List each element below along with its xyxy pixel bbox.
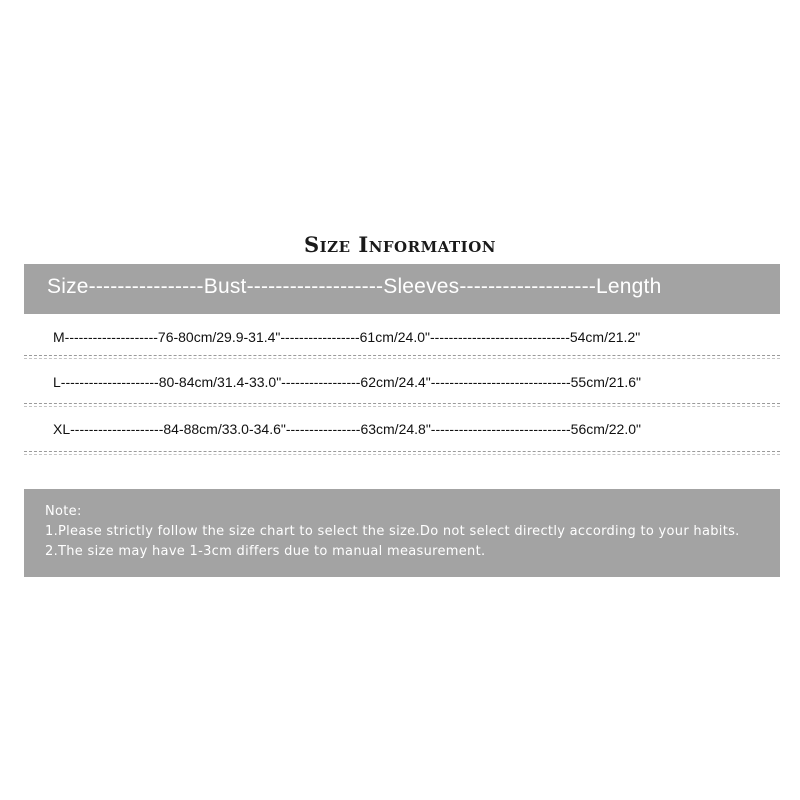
row-divider [24, 451, 780, 452]
table-row-l [24, 360, 780, 406]
note-line-1: 1.Please strictly follow the size chart to select the size.Do not select directly according to your habits. [45, 524, 740, 539]
table-header-text: Size----------------Bust-------------------Sleeves-------------------Length [47, 275, 662, 298]
table-header [24, 264, 780, 314]
note-heading: Note: [45, 504, 82, 519]
note-line-2: 2.The size may have 1-3cm differs due to manual measurement. [45, 544, 486, 559]
row-divider [24, 355, 780, 356]
table-row-text: M--------------------76-80cm/29.9-31.4"-----------------61cm/24.0"------------------------------54cm/21.2" [53, 329, 641, 345]
row-divider [24, 403, 780, 404]
note-box [24, 489, 780, 577]
table-row-xl [24, 407, 780, 453]
page-title: Size Information [304, 232, 496, 257]
table-row-text: L---------------------80-84cm/31.4-33.0"-----------------62cm/24.4"------------------------------55cm/21.6" [53, 374, 641, 390]
table-row-text: XL--------------------84-88cm/33.0-34.6"----------------63cm/24.8"------------------------------56cm/22.0" [53, 421, 641, 437]
